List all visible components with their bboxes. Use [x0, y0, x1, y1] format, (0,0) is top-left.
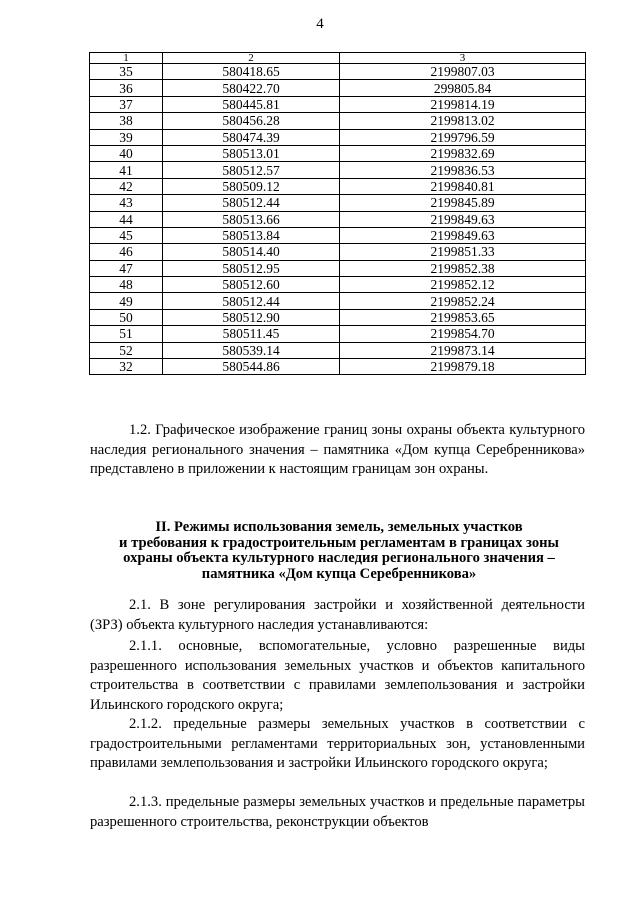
- cell-point-number: 37: [90, 96, 163, 112]
- cell-point-number: 44: [90, 211, 163, 227]
- cell-y-coordinate: 2199796.59: [340, 129, 586, 145]
- table-row: [90, 96, 586, 112]
- section-heading-line: охраны объекта культурного наследия регионального значения –: [123, 550, 555, 566]
- table-row: [90, 227, 586, 243]
- cell-y-coordinate: 2199814.19: [340, 96, 586, 112]
- cell-point-number: 36: [90, 80, 163, 96]
- table-body: [90, 64, 586, 375]
- cell-point-number: 41: [90, 162, 163, 178]
- cell-point-number: 47: [90, 260, 163, 276]
- table-row: [90, 326, 586, 342]
- table-row: [90, 129, 586, 145]
- coordinates-table: [89, 52, 586, 375]
- cell-x-coordinate: 580509.12: [163, 178, 340, 194]
- column-header-x: 2: [163, 53, 340, 64]
- table-row: [90, 309, 586, 325]
- cell-x-coordinate: 580539.14: [163, 342, 340, 358]
- cell-point-number: 51: [90, 326, 163, 342]
- table-row: [90, 145, 586, 161]
- table-row: [90, 178, 586, 194]
- cell-x-coordinate: 580445.81: [163, 96, 340, 112]
- cell-y-coordinate: 2199854.70: [340, 326, 586, 342]
- cell-y-coordinate: 2199840.81: [340, 178, 586, 194]
- cell-point-number: 48: [90, 277, 163, 293]
- cell-point-number: 40: [90, 145, 163, 161]
- table-row: [90, 195, 586, 211]
- cell-x-coordinate: 580514.40: [163, 244, 340, 260]
- cell-point-number: 52: [90, 342, 163, 358]
- cell-y-coordinate: 2199849.63: [340, 211, 586, 227]
- paragraph-1-2: 1.2. Графическое изображение границ зоны охраны объекта культурного наследия регионального значения – памятника «Дом купца Серебренникова» представлено в приложении к настоящим границам зон охраны.: [90, 422, 585, 477]
- cell-x-coordinate: 580513.01: [163, 145, 340, 161]
- column-header-number: 1: [90, 53, 163, 64]
- cell-x-coordinate: 580512.95: [163, 260, 340, 276]
- table-row: [90, 211, 586, 227]
- paragraph-2-1-1: 2.1.1. основные, вспомогательные, условно разрешенные виды разрешенного использования земельных участков и объектов капитального строительства в соответствии с правилами землепользования и застройки Ильинского городского округа;: [90, 638, 585, 713]
- cell-y-coordinate: 2199832.69: [340, 145, 586, 161]
- cell-y-coordinate: 2199836.53: [340, 162, 586, 178]
- cell-x-coordinate: 580544.86: [163, 359, 340, 375]
- section-heading-line: II. Режимы использования земель, земельных участков: [155, 519, 523, 535]
- table-row: [90, 244, 586, 260]
- table-row: [90, 342, 586, 358]
- cell-x-coordinate: 580512.90: [163, 309, 340, 325]
- cell-y-coordinate: 2199873.14: [340, 342, 586, 358]
- cell-point-number: 42: [90, 178, 163, 194]
- cell-x-coordinate: 580513.84: [163, 227, 340, 243]
- table-row: [90, 260, 586, 276]
- cell-point-number: 46: [90, 244, 163, 260]
- cell-y-coordinate: 2199851.33: [340, 244, 586, 260]
- cell-y-coordinate: 2199845.89: [340, 195, 586, 211]
- cell-y-coordinate: 2199807.03: [340, 64, 586, 80]
- cell-y-coordinate: 2199852.12: [340, 277, 586, 293]
- paragraph-2-1-3: 2.1.3. предельные размеры земельных участков и предельные параметры разрешенного строительства, реконструкции объектов: [90, 794, 585, 830]
- cell-x-coordinate: 580513.66: [163, 211, 340, 227]
- cell-point-number: 43: [90, 195, 163, 211]
- table-row: [90, 293, 586, 309]
- cell-x-coordinate: 580418.65: [163, 64, 340, 80]
- cell-x-coordinate: 580511.45: [163, 326, 340, 342]
- table-row: [90, 162, 586, 178]
- cell-x-coordinate: 580422.70: [163, 80, 340, 96]
- cell-point-number: 38: [90, 113, 163, 129]
- cell-y-coordinate: 2199852.38: [340, 260, 586, 276]
- table-header-row: [90, 53, 586, 64]
- cell-point-number: 32: [90, 359, 163, 375]
- cell-point-number: 35: [90, 64, 163, 80]
- cell-point-number: 49: [90, 293, 163, 309]
- cell-x-coordinate: 580474.39: [163, 129, 340, 145]
- section-heading: [100, 520, 578, 582]
- section-heading-line: и требования к градостроительным регламентам в границах зоны: [119, 534, 559, 551]
- table-row: [90, 64, 586, 80]
- table-row: [90, 277, 586, 293]
- cell-y-coordinate: 2199879.18: [340, 359, 586, 375]
- table-row: [90, 80, 586, 96]
- cell-point-number: 39: [90, 129, 163, 145]
- paragraph-2-1-2: 2.1.2. предельные размеры земельных участков в соответствии с градостроительными регламентами территориальных зон, установленными правилами землепользования и застройки Ильинского городского округа;: [90, 716, 585, 771]
- cell-x-coordinate: 580512.60: [163, 277, 340, 293]
- paragraph-2-1: 2.1. В зоне регулирования застройки и хозяйственной деятельности (ЗРЗ) объекта культурного наследия устанавливаются:: [90, 597, 585, 633]
- cell-point-number: 50: [90, 309, 163, 325]
- cell-point-number: 45: [90, 227, 163, 243]
- cell-y-coordinate: 2199852.24: [340, 293, 586, 309]
- column-header-y: 3: [340, 53, 586, 64]
- cell-x-coordinate: 580456.28: [163, 113, 340, 129]
- cell-y-coordinate: 2199853.65: [340, 309, 586, 325]
- section-heading-line: памятника «Дом купца Серебренникова»: [201, 565, 477, 582]
- table-row: [90, 359, 586, 375]
- cell-x-coordinate: 580512.44: [163, 293, 340, 309]
- cell-x-coordinate: 580512.44: [163, 195, 340, 211]
- cell-y-coordinate: 299805.84: [340, 80, 586, 96]
- page-number: 4: [316, 16, 324, 32]
- table-row: [90, 113, 586, 129]
- cell-y-coordinate: 2199849.63: [340, 227, 586, 243]
- cell-x-coordinate: 580512.57: [163, 162, 340, 178]
- cell-y-coordinate: 2199813.02: [340, 113, 586, 129]
